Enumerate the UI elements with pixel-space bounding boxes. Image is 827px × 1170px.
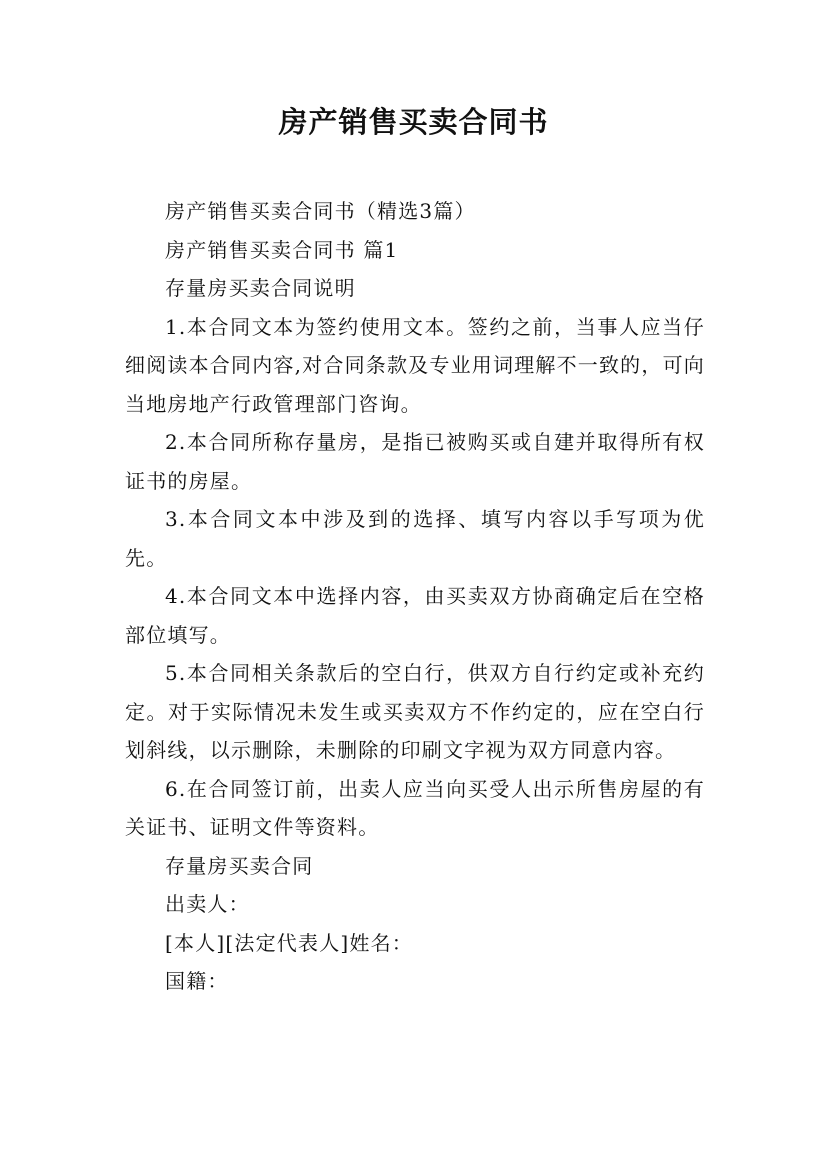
paragraph-heading: 房产销售买卖合同书（精选3篇） [165,199,476,223]
paragraph-nationality-label: 国籍： [165,969,229,993]
document-title: 房产销售买卖合同书 [278,105,549,139]
paragraph-section-title: 房产销售买卖合同书 篇1 [165,237,399,262]
paragraph-instructions-title: 存量房买卖合同说明 [165,276,356,300]
paragraph-clause-4: 4.本合同文本中选择内容，由买卖双方协商确定后在空格部位填写。 [125,584,705,647]
paragraph-clause-2: 2.本合同所称存量房，是指已被购买或自建并取得所有权证书的房屋。 [125,430,705,493]
paragraph-seller-label: 出卖人： [165,892,250,916]
paragraph-contract-title: 存量房买卖合同 [165,853,314,878]
document-body [125,192,705,1001]
paragraph-clause-1: 1.本合同文本为签约使用文本。签约之前，当事人应当仔细阅读本合同内容,对合同条款及专业用词理解不一致的，可向当地房地产行政管理部门咨询。 [125,314,705,416]
paragraph-name-label: [本人][法定代表人]姓名： [165,930,414,955]
paragraph-clause-5: 5.本合同相关条款后的空白行，供双方自行约定或补充约定。对于实际情况未发生或买卖双方不作约定的，应在空白行划斜线，以示删除，未删除的印刷文字视为双方同意内容。 [125,661,705,762]
paragraph-clause-3: 3.本合同文本中涉及到的选择、填写内容以手写项为优先。 [125,507,705,570]
paragraph-clause-6: 6.在合同签订前，出卖人应当向买受人出示所售房屋的有关证书、证明文件等资料。 [125,776,705,839]
